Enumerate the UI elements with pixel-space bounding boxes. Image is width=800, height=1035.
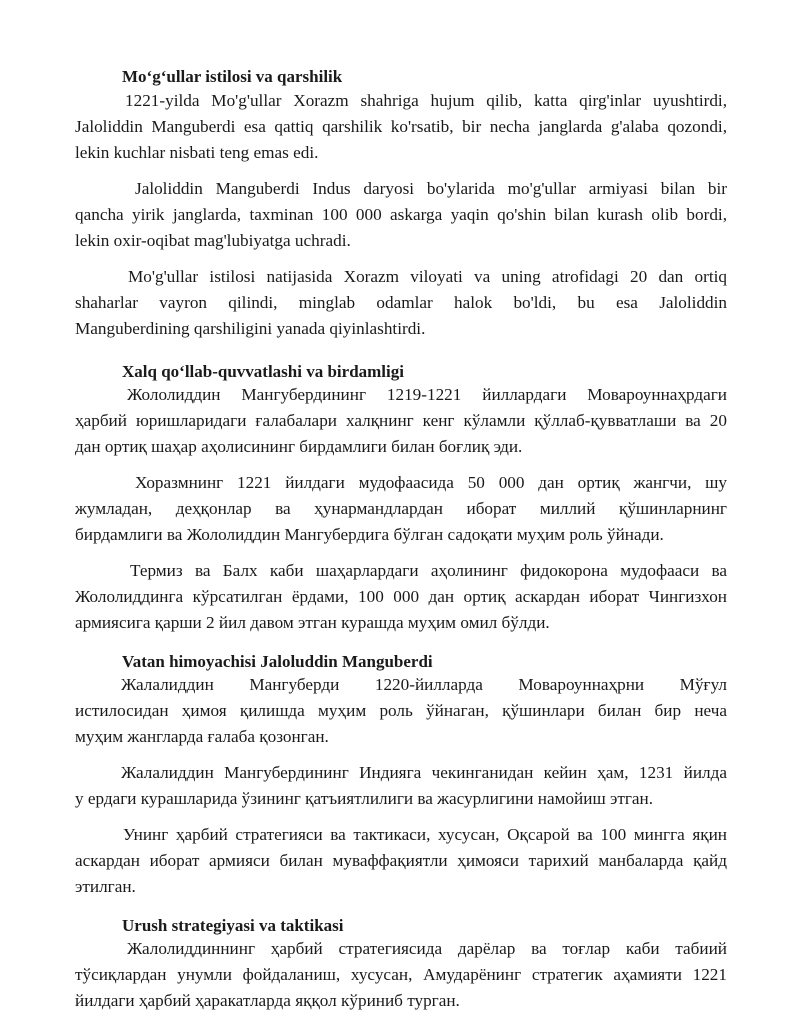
paragraph-line: жумладан, деҳқонлар ва ҳунармандлардан иборат миллий қўшинларнинг (75, 499, 727, 518)
paragraph-line: Жололиддин Мангубердининг 1219-1221 йиллардаги Мовароуннаҳрдаги (127, 385, 727, 404)
paragraph-line: lekin oxir-oqibat mag'lubiyatga uchradi. (75, 231, 351, 250)
paragraph-line: у ердаги курашларида ўзининг қатъиятлилиги ва жасурлигини намойиш этган. (75, 789, 654, 808)
paragraph-line: этилган. (75, 877, 136, 896)
paragraph-line: Жалолиддиннинг ҳарбий стратегиясида дарёлар ва тоғлар каби табиий (127, 939, 727, 958)
section-heading: Xalq qo‘llab-quvvatlashi va birdamligi (122, 362, 404, 381)
paragraph-line: Жалалиддин Мангуберди 1220-йилларда Мовароуннаҳрни Мўғул (121, 675, 727, 694)
section-heading: Urush strategiyasi va taktikasi (122, 916, 344, 935)
paragraph (75, 558, 727, 636)
paragraph-line: Jaloliddin Manguberdi esa qattiq qarshilik ko'rsatib, bir necha janglarda g'alaba qozondi, (75, 117, 727, 136)
section-heading: Vatan himoyachisi Jaloluddin Manguberdi (122, 652, 433, 671)
paragraph-line: дан ортиқ шаҳар аҳолисининг бирдамлиги билан боғлиқ эди. (75, 437, 523, 456)
paragraph-line: аскардан иборат армияси билан муваффақиятли ҳимояси тарихий манбаларда қайд (75, 851, 727, 870)
paragraph-line: Унинг ҳарбий стратегияси ва тактикаси, хусусан, Оқсарой ва 100 мингга яқин (123, 825, 727, 844)
paragraph-line: бирдамлиги ва Жололиддин Мангубердига бўлган садоқати муҳим роль ўйнади. (75, 525, 664, 544)
paragraph-line: Жалалиддин Мангубердининг Индияга чекинганидан кейин ҳам, 1231 йилда (121, 763, 727, 782)
paragraph (75, 264, 727, 342)
paragraph-line: ҳарбий юришларидаги ғалабалари халқнинг кенг кўламли қўллаб-қувватлаши ва 20 (75, 411, 727, 430)
paragraph-line: Хоразмнинг 1221 йилдаги мудофаасида 50 000 дан ортиқ жангчи, шу (135, 473, 727, 492)
paragraph-line: Термиз ва Балх каби шаҳарлардаги аҳолининг фидокорона мудофааси ва (130, 561, 727, 580)
paragraph (75, 822, 727, 900)
section-heading: Mo‘g‘ullar istilosi va qarshilik (122, 67, 343, 86)
paragraph-line: муҳим жангларда ғалаба қозонган. (75, 727, 329, 746)
paragraph (75, 936, 727, 1014)
paragraph (75, 672, 727, 750)
paragraph-line: Mo'g'ullar istilosi natijasida Xorazm viloyati va uning atrofidagi 20 dan ortiq (128, 267, 727, 286)
paragraph (75, 382, 727, 460)
paragraph-line: Jaloliddin Manguberdi Indus daryosi bo'ylarida mo'g'ullar armiyasi bilan bir (135, 179, 727, 198)
paragraph-line: истилосидан ҳимоя қилишда муҳим роль ўйнаган, қўшинлари билан бир неча (75, 701, 727, 720)
paragraph (75, 88, 727, 166)
paragraph (75, 470, 727, 548)
paragraph-line: йилдаги ҳарбий ҳаракатларда яққол кўриниб турган. (75, 991, 460, 1010)
paragraph-line: тўсиқлардан унумли фойдаланиш, хусусан, Амударёнинг стратегик аҳамияти 1221 (75, 965, 727, 984)
paragraph-line: Manguberdining qarshiligini yanada qiyinlashtirdi. (75, 319, 426, 338)
paragraph-line: Жололиддинга кўрсатилган ёрдами, 100 000 дан ортиқ аскардан иборат Чингизхон (75, 587, 727, 606)
paragraph (75, 760, 727, 812)
paragraph-line: qancha yirik janglarda, taxminan 100 000 askarga yaqin qo'shin bilan kurash olib bordi, (75, 205, 727, 224)
paragraph (75, 176, 727, 254)
paragraph-line: lekin kuchlar nisbati teng emas edi. (75, 143, 319, 162)
paragraph-line: 1221-yilda Mo'g'ullar Xorazm shahriga hujum qilib, katta qirg'inlar uyushtirdi, (125, 91, 727, 110)
paragraph-line: армиясига қарши 2 йил давом этган курашда муҳим омил бўлди. (75, 613, 550, 632)
paragraph-line: shaharlar vayron qilindi, minglab odamlar halok bo'ldi, bu esa Jaloliddin (75, 293, 727, 312)
